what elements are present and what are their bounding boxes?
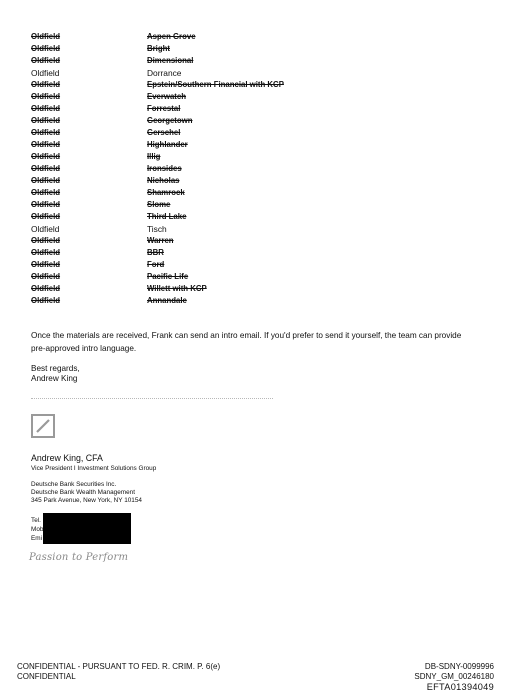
row-left-name: Oldfield xyxy=(31,140,61,149)
list-row xyxy=(31,235,331,247)
row-right-name: Everwatch xyxy=(147,92,187,101)
list-row xyxy=(31,79,331,91)
list-row xyxy=(31,295,331,307)
footer-confidential-line-2: CONFIDENTIAL xyxy=(17,672,76,681)
bates-number-2: SDNY_GM_00246180 xyxy=(414,672,494,681)
row-right-name: Gerschel xyxy=(147,128,181,137)
row-right-name: Epstein/Southern Financial with KCP xyxy=(147,80,284,89)
row-right-name: Bright xyxy=(147,44,170,53)
row-left-name: Oldfield xyxy=(31,116,61,125)
redaction-box xyxy=(43,513,131,544)
signature-divider xyxy=(31,398,273,399)
row-right-name: Ford xyxy=(147,260,165,269)
row-right-name: Nicholas xyxy=(147,176,180,185)
row-left-name: Oldfield xyxy=(31,128,61,137)
footer-confidential-line-1: CONFIDENTIAL - PURSUANT TO FED. R. CRIM. P. 6(e) xyxy=(17,662,221,671)
row-left-name: Oldfield xyxy=(31,104,61,113)
list-row xyxy=(31,187,331,199)
row-left-name: Oldfield xyxy=(31,68,60,78)
mob-label: Mob xyxy=(31,526,44,533)
row-right-name: Warren xyxy=(147,236,174,245)
list-row xyxy=(31,283,331,295)
paragraph-line-1: Once the materials are received, Frank can send an intro email. If you'd prefer to send it yourself, the team can provide xyxy=(31,331,462,340)
row-left-name: Oldfield xyxy=(31,56,61,65)
row-right-name: Slome xyxy=(147,200,171,209)
row-right-name: Ironsides xyxy=(147,164,182,173)
row-right-name: Highlander xyxy=(147,140,188,149)
footer-right xyxy=(414,662,494,692)
row-right-name: Dorrance xyxy=(147,68,182,78)
row-left-name: Oldfield xyxy=(31,200,61,209)
list-row xyxy=(31,91,331,103)
row-left-name: Oldfield xyxy=(31,176,61,185)
address-line-2: Deutsche Bank Wealth Management xyxy=(31,489,135,496)
row-left-name: Oldfield xyxy=(31,224,60,234)
list-row xyxy=(31,199,331,211)
paragraph-line-2: pre-approved intro language. xyxy=(31,344,137,353)
deutsche-bank-logo-icon xyxy=(31,414,55,438)
contact-labels xyxy=(31,516,43,543)
row-right-name: Illig xyxy=(147,152,161,161)
row-left-name: Oldfield xyxy=(31,92,61,101)
name-list xyxy=(31,31,331,307)
row-left-name: Oldfield xyxy=(31,260,61,269)
row-left-name: Oldfield xyxy=(31,272,61,281)
row-right-name: Pacific Life xyxy=(147,272,189,281)
row-left-name: Oldfield xyxy=(31,284,61,293)
row-left-name: Oldfield xyxy=(31,152,61,161)
row-left-name: Oldfield xyxy=(31,188,61,197)
row-right-name: Third Lake xyxy=(147,212,187,221)
list-row xyxy=(31,223,331,235)
email-label: Emi xyxy=(31,535,43,542)
signature-name: Andrew King, CFA xyxy=(31,453,103,463)
row-right-name: Shamrock xyxy=(147,188,185,197)
row-left-name: Oldfield xyxy=(31,32,61,41)
address-line-3: 345 Park Avenue, New York, NY 10154 xyxy=(31,497,142,504)
closing-line-2: Andrew King xyxy=(31,374,78,383)
row-left-name: Oldfield xyxy=(31,44,61,53)
list-row xyxy=(31,163,331,175)
tel-label: Tel. xyxy=(31,517,41,524)
closing xyxy=(31,364,80,384)
row-left-name: Oldfield xyxy=(31,296,61,305)
list-row xyxy=(31,55,331,67)
list-row xyxy=(31,31,331,43)
row-right-name: Annandale xyxy=(147,296,187,305)
tagline: Passion to Perform xyxy=(29,552,129,563)
row-right-name: Forrestal xyxy=(147,104,181,113)
row-right-name: BBR xyxy=(147,248,164,257)
signature-title: Vice President I Investment Solutions Group xyxy=(31,465,157,472)
list-row xyxy=(31,247,331,259)
list-row xyxy=(31,175,331,187)
bates-number-1: DB-SDNY-0099996 xyxy=(424,662,494,671)
list-row xyxy=(31,259,331,271)
list-row xyxy=(31,271,331,283)
list-row xyxy=(31,139,331,151)
list-row xyxy=(31,67,331,79)
row-right-name: Aspen Grove xyxy=(147,32,196,41)
row-left-name: Oldfield xyxy=(31,248,61,257)
footer-left xyxy=(17,662,220,682)
row-left-name: Oldfield xyxy=(31,236,61,245)
bates-number-3: EFTA01394049 xyxy=(426,682,494,692)
row-right-name: Tisch xyxy=(147,224,167,234)
row-right-name: Georgetown xyxy=(147,116,193,125)
address-line-1: Deutsche Bank Securities Inc. xyxy=(31,481,117,488)
list-row xyxy=(31,103,331,115)
row-right-name: Willett with KCP xyxy=(147,284,207,293)
row-left-name: Oldfield xyxy=(31,164,61,173)
list-row xyxy=(31,127,331,139)
row-left-name: Oldfield xyxy=(31,212,61,221)
list-row xyxy=(31,151,331,163)
list-row xyxy=(31,115,331,127)
row-right-name: Dimensional xyxy=(147,56,194,65)
signature-address xyxy=(31,481,142,505)
list-row xyxy=(31,43,331,55)
closing-line-1: Best regards, xyxy=(31,364,80,373)
list-row xyxy=(31,211,331,223)
body-paragraph xyxy=(31,329,501,355)
row-left-name: Oldfield xyxy=(31,80,61,89)
